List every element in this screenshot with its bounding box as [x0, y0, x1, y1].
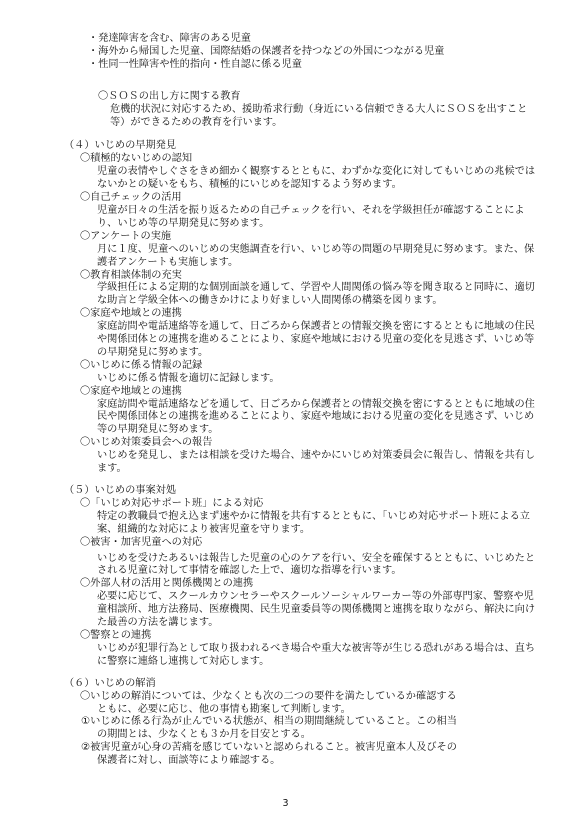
section-heading-early-detection: （４）いじめの早期発見	[64, 140, 177, 152]
resolution-block	[30, 691, 541, 768]
item-body: 必要に応じて、スクールカウンセラーやスクールソーシャルワーカー等の外部専門家、警察や児童相談所、地方法務局、医療機関、民生児童委員等の関係機関と連携を取りながら、解決に向けた最善の方法を講じます。	[97, 591, 536, 629]
bullet-item: ・海外から帰国した児童、国際結婚の保護者を持つなどの外国につながる児童	[88, 45, 445, 57]
item-title: 〇家庭や地域との連携	[80, 385, 182, 397]
item-body: 児童が日々の生活を振り返るための自己チェックを行い、それを学級担任が確認することにより、いじめ等の早期発見に努めます。	[97, 204, 525, 229]
item-body: 月に１度、児童へのいじめの実態調査を行い、いじめ等の問題の早期発見に努めます。また、保護者アンケートも実施します。	[97, 243, 535, 268]
item-body: 特定の教職員で抱え込まず速やかに情報を共有するとともに、「いじめ対応サポート班による立案、組織的な対応により被害児童を守ります。	[97, 510, 530, 535]
item-body: 児童の表情やしぐさをきめ細かく観察するとともに、わずかな変化に対してもいじめの兆候ではないかとの疑いをもち、積極的にいじめを認知するよう努めます。	[97, 166, 536, 191]
item-body: いじめに係る情報を適切に記録します。	[97, 372, 280, 384]
bullet-item: ・性同一性障害や性的指向・性自認に係る児童	[88, 58, 302, 70]
item-title: 〇教育相談体制の充実	[80, 269, 182, 281]
item-title: 〇いじめ対策委員会への報告	[80, 437, 213, 449]
target-bullet-list	[30, 33, 541, 72]
item-title: 〇警察との連携	[80, 629, 152, 641]
item-title: 〇積極的ないじめの認知	[80, 153, 193, 165]
incident-response-items	[30, 498, 541, 669]
section-heading-incident-response: （５）いじめの事案対処	[64, 485, 177, 496]
resolution-intro-line: 〇いじめの解消については、少なくとも次の二つの要件を満たしているか確認する	[80, 690, 457, 702]
item-body: 学級担任による定期的な個別面談を通して、学習や人間関係の悩み等を聞き取ると同時に、適切な助言と学級全体への働きかけにより好ましい人間関係の構築を図ります。	[97, 282, 535, 307]
bullet-item: ・発達障害を含む、障害のある児童	[88, 33, 251, 44]
item-title: 〇「いじめ対応サポート班」による対応	[80, 497, 264, 509]
early-detection-items	[30, 153, 541, 476]
sos-education-title: 〇ＳＯＳの出し方に関する教育	[98, 90, 241, 102]
resolution-condition-label: ②被害児童が心身の苦痛を感じていないと認められること。被害児童本人及びその	[81, 742, 457, 754]
item-body: いじめが犯罪行為として取り扱われるべき場合や重大な被害等が生じる恐れがある場合は、直ちに警察に連絡し連携して対応します。	[97, 642, 536, 667]
item-body: 家庭訪問や電話連絡等を通して、日ごろから保護者との情報交換を密にするとともに地域の住民や関係団体との連携を進めることにより、家庭や地域における児童の変化を見逃さず、いじめ等の早期発見に努めます。	[97, 321, 535, 358]
page-number: 3	[282, 798, 289, 809]
item-title: 〇外部人材の活用と関係機関との連携	[80, 578, 254, 590]
item-title: 〇家庭や地域との連携	[80, 308, 182, 320]
item-body: いじめを受けたあるいは報告した児童の心のケアを行い、安全を確保するとともに、いじめたとされる児童に対して事情を確認した上で、適切な指導を行います。	[97, 552, 536, 577]
sos-education-body: 危機的状況に対応するため、援助希求行動（身近にいる信頼できる大人にＳＯＳを出すこと等）ができるための教育を行います。	[110, 103, 528, 128]
section-heading-resolution: （６）いじめの解消	[64, 677, 156, 689]
item-title: 〇いじめに係る情報の記録	[80, 359, 203, 371]
resolution-intro-line: ともに、必要に応じ、他の事情も勘案して判断します。	[97, 703, 351, 715]
item-title: 〇被害・加害児童への対応	[80, 536, 203, 548]
resolution-condition-body: の期間とは、少なくとも３か月を目安とする。	[97, 729, 311, 741]
item-title: 〇アンケートの実施	[80, 230, 172, 242]
resolution-condition-body: 保護者に対し、面談等により確認する。	[97, 755, 281, 767]
item-body: いじめを発見し、または相談を受けた場合、速やかにいじめ対策委員会に報告し、情報を共有します。	[97, 450, 536, 475]
item-body: 家庭訪問や電話連絡などを通して、日ごろから保護者との情報交換を密にするとともに地域の住民や関係団体との連携を進めることにより、家庭や地域における児童の変化を見逃さず、いじめ等の早期発見に努めます。	[97, 398, 535, 436]
resolution-condition-label: ①いじめに係る行為が止んでいる状態が、相当の期間継続していること。この相当	[81, 716, 457, 728]
item-title: 〇自己チェックの活用	[80, 192, 182, 204]
